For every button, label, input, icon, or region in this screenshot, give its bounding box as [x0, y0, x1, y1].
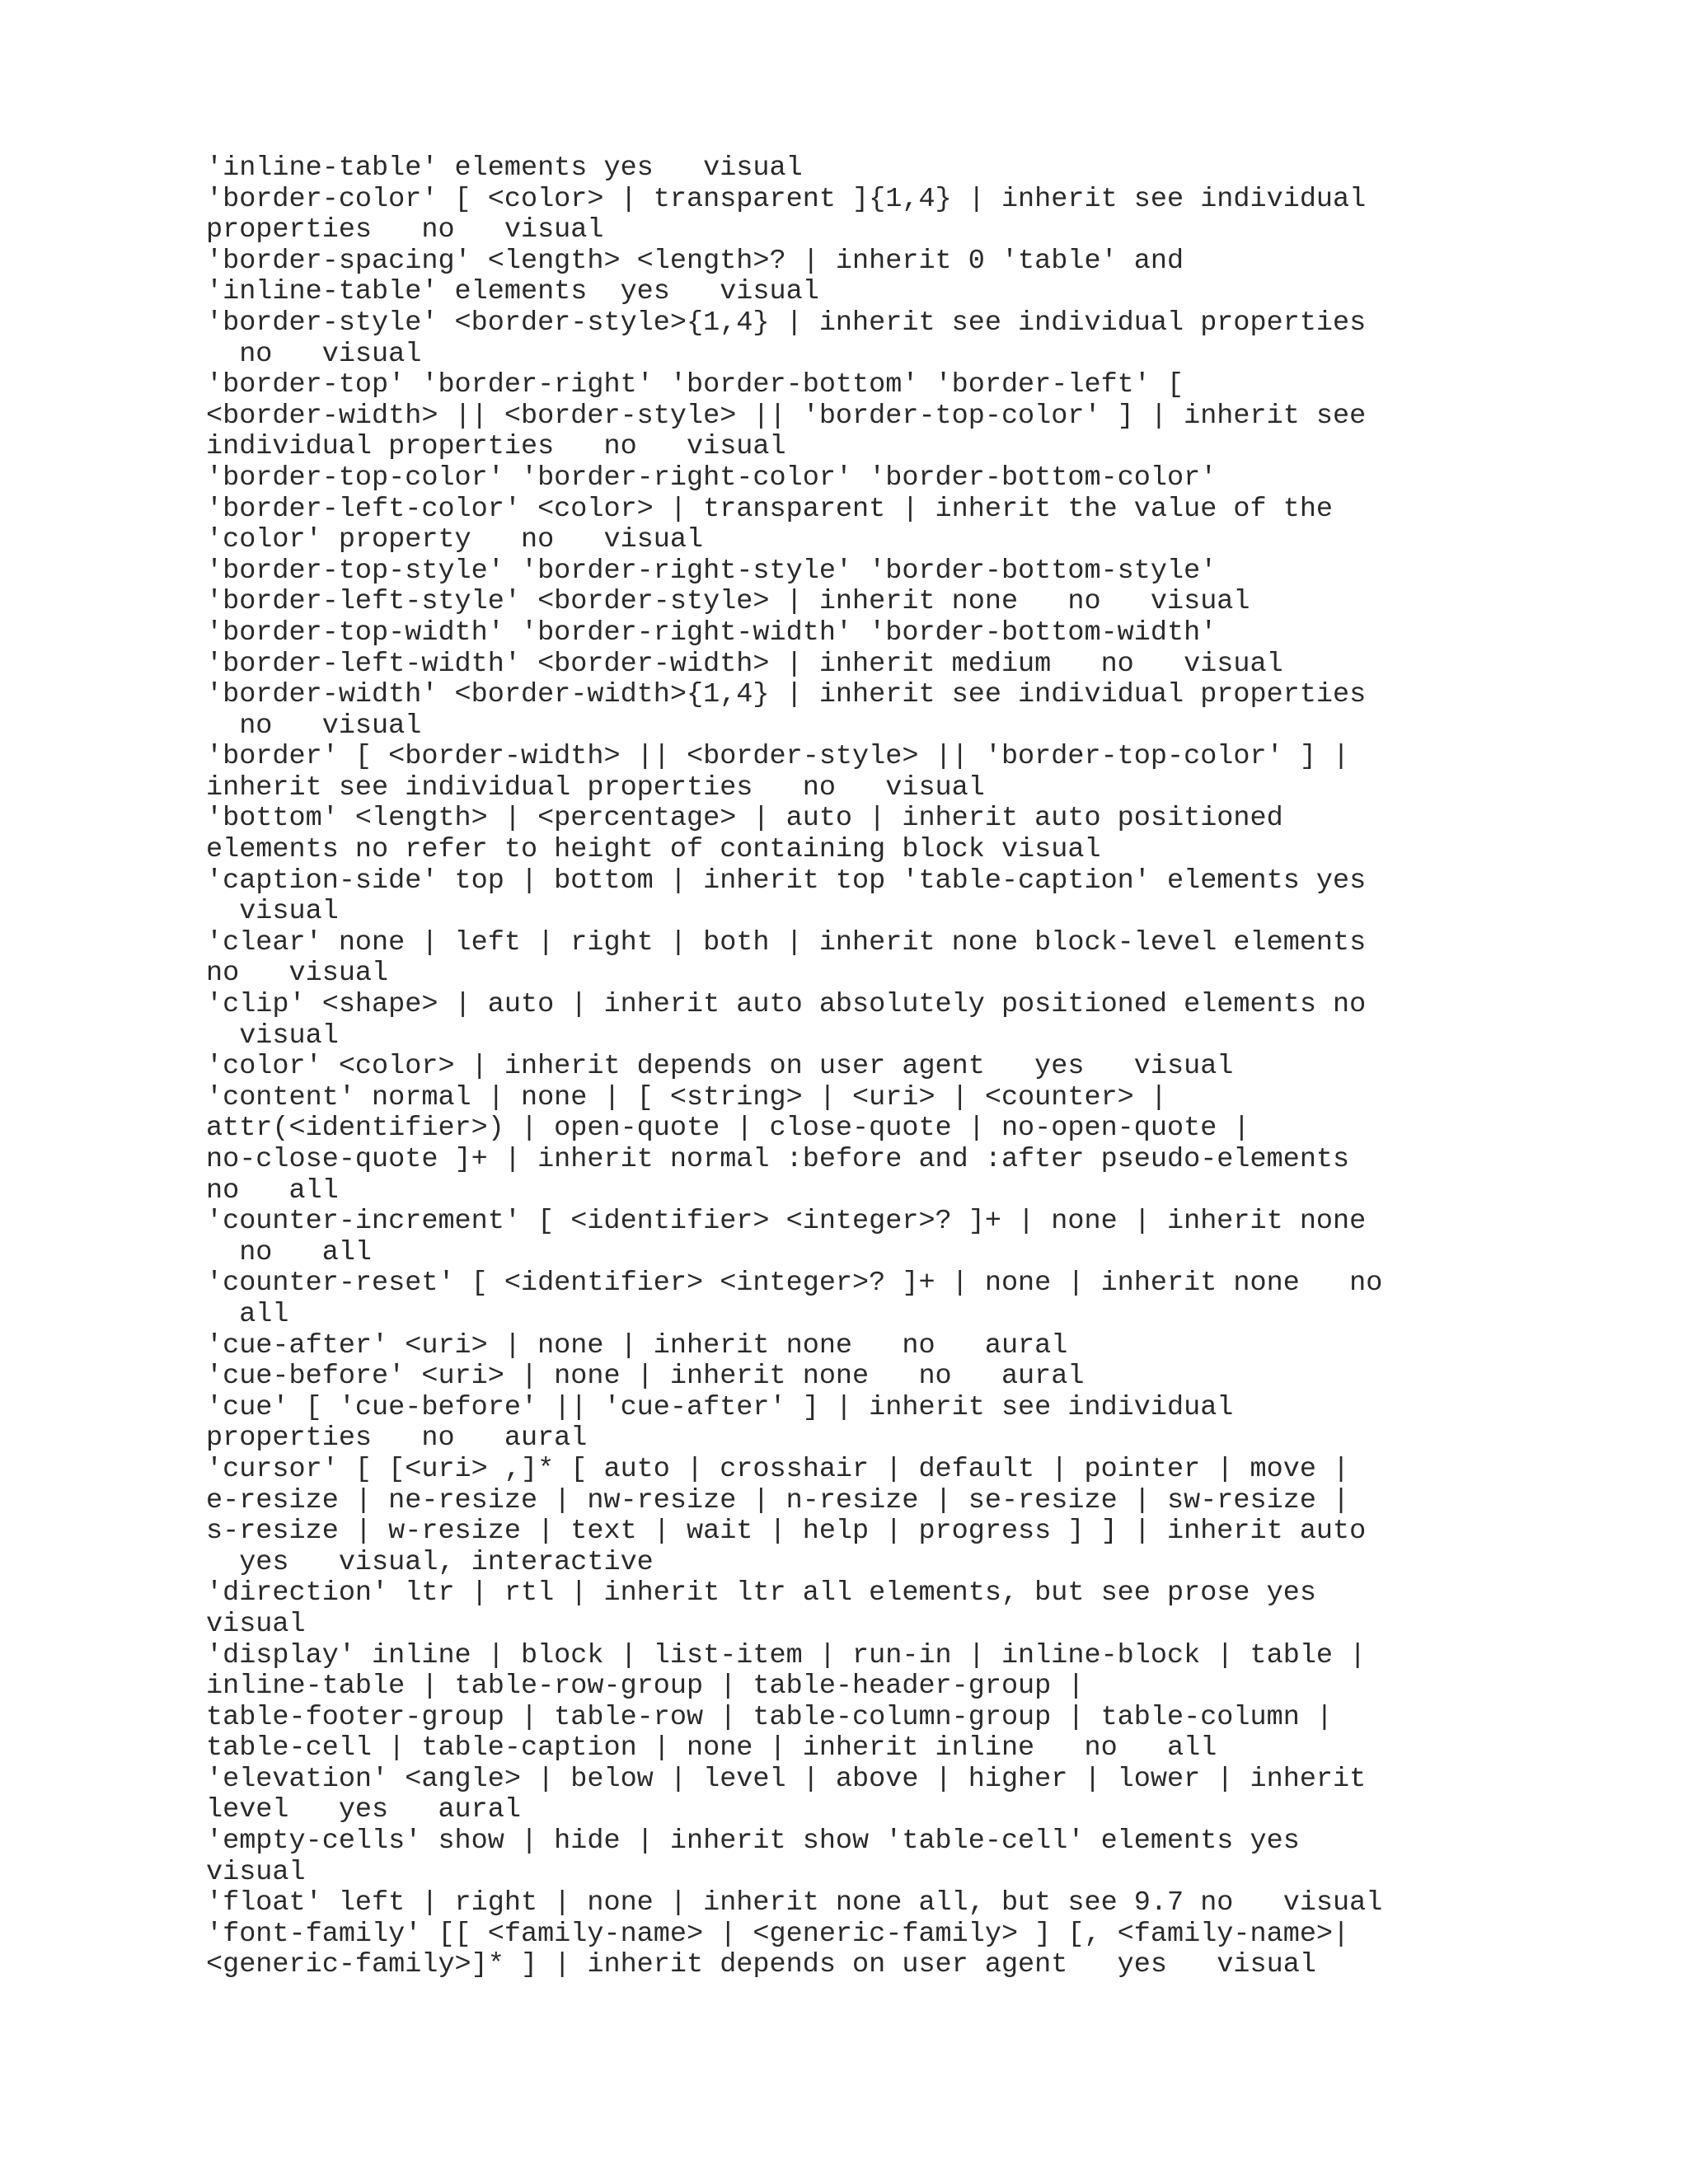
- text-line: s-resize | w-resize | text | wait | help | progress ] ] | inherit auto: [206, 1516, 1367, 1548]
- text-line: 'border-left-width' <border-width> | inherit medium no visual: [206, 648, 1283, 680]
- text-line: no visual: [206, 958, 389, 990]
- text-line: 'clip' <shape> | auto | inherit auto absolutely positioned elements no: [206, 989, 1367, 1021]
- text-line: table-cell | table-caption | none | inherit inline no all: [206, 1732, 1217, 1765]
- text-line: 'border-top-width' 'border-right-width' 'border-bottom-width': [206, 616, 1217, 649]
- text-line: level yes aural: [206, 1794, 521, 1826]
- text-line: table-footer-group | table-row | table-column-group | table-column |: [206, 1701, 1334, 1733]
- text-line: 'border-style' <border-style>{1,4} | inherit see individual properties: [206, 307, 1367, 339]
- text-line: attr(<identifier>) | open-quote | close-quote | no-open-quote |: [206, 1113, 1250, 1145]
- text-line: 'content' normal | none | [ <string> | <uri> | <counter> |: [206, 1081, 1167, 1113]
- text-line: 'border-color' [ <color> | transparent ]{1,4} | inherit see individual: [206, 183, 1367, 215]
- text-line: e-resize | ne-resize | nw-resize | n-resize | se-resize | sw-resize |: [206, 1484, 1350, 1516]
- text-line: 'border-spacing' <length> <length>? | inherit 0 'table' and: [206, 245, 1184, 277]
- text-line: 'border-left-color' <color> | transparent | inherit the value of the: [206, 493, 1334, 525]
- text-line: 'empty-cells' show | hide | inherit show 'table-cell' elements yes: [206, 1825, 1300, 1858]
- property-table-text: [206, 153, 1657, 1981]
- text-line: 'border-width' <border-width>{1,4} | inherit see individual properties: [206, 679, 1367, 711]
- text-line: 'cue-before' <uri> | none | inherit none no aural: [206, 1361, 1085, 1393]
- text-line: elements no refer to height of containing block visual: [206, 834, 1101, 866]
- text-line: no visual: [206, 710, 422, 742]
- text-line: <generic-family>]* ] | inherit depends on user agent yes visual: [206, 1949, 1316, 1981]
- text-line: 'direction' ltr | rtl | inherit ltr all elements, but see prose yes: [206, 1577, 1316, 1610]
- text-line: 'counter-reset' [ <identifier> <integer>? ]+ | none | inherit none no: [206, 1268, 1383, 1300]
- text-line: 'elevation' <angle> | below | level | above | higher | lower | inherit: [206, 1763, 1367, 1795]
- text-line: 'border-left-style' <border-style> | inherit none no visual: [206, 586, 1250, 618]
- text-line: <border-width> || <border-style> || 'border-top-color' ] | inherit see: [206, 400, 1367, 432]
- text-line: 'font-family' [[ <family-name> | <generic-family> ] [, <family-name>|: [206, 1918, 1350, 1950]
- text-line: all: [206, 1298, 289, 1330]
- text-line: inherit see individual properties no visual: [206, 771, 985, 804]
- text-line: no visual: [206, 338, 422, 370]
- text-line: 'border-top-color' 'border-right-color' 'border-bottom-color': [206, 462, 1217, 494]
- text-line: 'border-top-style' 'border-right-style' 'border-bottom-style': [206, 555, 1217, 587]
- text-line: yes visual, interactive: [206, 1546, 654, 1578]
- text-line: 'float' left | right | none | inherit none all, but see 9.7 no visual: [206, 1887, 1383, 1919]
- text-line: 'cursor' [ [<uri> ,]* [ auto | crosshair | default | pointer | move |: [206, 1453, 1350, 1485]
- text-line: 'inline-table' elements yes visual: [206, 152, 803, 184]
- text-line: visual: [206, 896, 339, 928]
- text-line: 'color' property no visual: [206, 524, 704, 556]
- text-line: 'border-top' 'border-right' 'border-bottom' 'border-left' [: [206, 369, 1184, 401]
- text-line: no all: [206, 1236, 373, 1268]
- text-line: visual: [206, 1856, 306, 1888]
- text-line: 'cue' [ 'cue-before' || 'cue-after' ] | inherit see individual: [206, 1391, 1234, 1423]
- text-line: 'inline-table' elements yes visual: [206, 276, 819, 308]
- text-line: 'border' [ <border-width> || <border-style> || 'border-top-color' ] |: [206, 741, 1350, 773]
- text-line: individual properties no visual: [206, 431, 786, 463]
- text-line: 'color' <color> | inherit depends on user agent yes visual: [206, 1051, 1234, 1083]
- text-line: visual: [206, 1019, 339, 1052]
- text-line: 'counter-increment' [ <identifier> <integer>? ]+ | none | inherit none: [206, 1206, 1367, 1238]
- text-line: properties no aural: [206, 1422, 588, 1455]
- text-line: 'display' inline | block | list-item | run-in | inline-block | table |: [206, 1639, 1367, 1671]
- text-line: properties no visual: [206, 214, 604, 246]
- text-line: 'clear' none | left | right | both | inherit none block-level elements: [206, 926, 1367, 958]
- text-line: 'caption-side' top | bottom | inherit top 'table-caption' elements yes: [206, 865, 1367, 897]
- text-line: inline-table | table-row-group | table-header-group |: [206, 1671, 1085, 1703]
- text-line: 'bottom' <length> | <percentage> | auto | inherit auto positioned: [206, 803, 1283, 835]
- text-line: 'cue-after' <uri> | none | inherit none no aural: [206, 1329, 1068, 1361]
- text-line: no all: [206, 1174, 339, 1207]
- text-line: no-close-quote ]+ | inherit normal :before and :after pseudo-elements: [206, 1144, 1350, 1175]
- text-line: visual: [206, 1608, 306, 1640]
